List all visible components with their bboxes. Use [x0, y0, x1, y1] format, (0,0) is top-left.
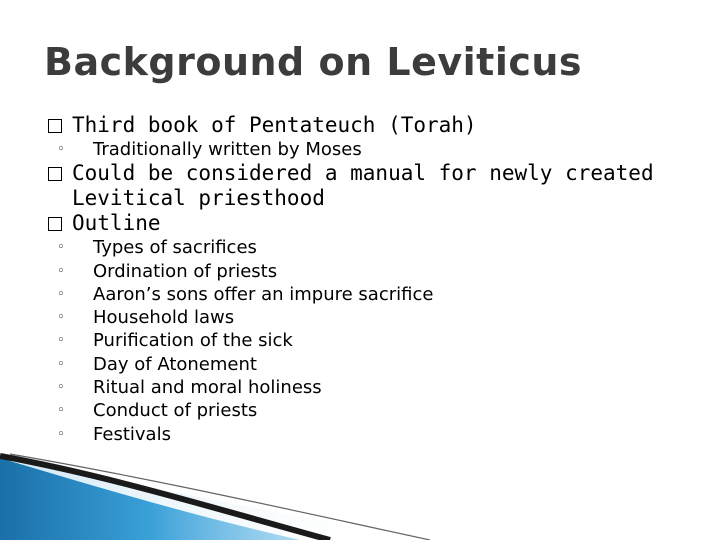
sub-bullet-text: Festivals: [93, 423, 171, 445]
sub-bullet-text: Purification of the sick: [93, 330, 293, 352]
sub-bullet-item: [48, 329, 708, 352]
circle-bullet-icon: ◦: [57, 310, 65, 326]
circle-bullet-icon: ◦: [57, 263, 65, 279]
circle-bullet-icon: ◦: [57, 403, 65, 419]
bullet-item: [48, 211, 708, 236]
sub-bullet-text: Types of sacrifices: [93, 237, 257, 259]
sub-bullet-item: [48, 376, 708, 399]
decorative-swoosh: [0, 440, 720, 540]
bullet-list: [48, 113, 708, 446]
sub-bullet-item: [48, 260, 708, 283]
sub-bullet-text: Traditionally written by Moses: [93, 139, 362, 160]
sub-bullet-text: Household laws: [93, 307, 235, 329]
circle-bullet-icon: ◦: [57, 356, 65, 372]
bullet-text: Third book of Pentateuch (Torah): [72, 113, 477, 137]
sub-bullet-item: [48, 138, 708, 161]
square-bullet-icon: [48, 217, 62, 231]
sub-bullet-text: Day of Atonement: [93, 353, 257, 375]
sub-bullet-text: Ritual and moral holiness: [93, 377, 322, 399]
bullet-text: Outline: [72, 211, 161, 236]
slide-title: Background on Leviticus: [44, 40, 583, 84]
circle-bullet-icon: ◦: [57, 142, 65, 157]
square-bullet-icon: [48, 119, 62, 133]
circle-bullet-icon: ◦: [57, 333, 65, 349]
sub-bullet-item: [48, 353, 708, 376]
sub-bullet-text: Conduct of priests: [93, 400, 258, 422]
circle-bullet-icon: ◦: [57, 286, 65, 302]
sub-bullet-text: Ordination of priests: [93, 260, 278, 282]
bullet-item: [48, 161, 708, 211]
bullet-item: [48, 113, 708, 138]
square-bullet-icon: [48, 167, 62, 181]
sub-bullet-item: [48, 399, 708, 422]
sub-bullet-item: [48, 306, 708, 329]
bullet-text: Could be considered a manual for newly created Levitical priesthood: [72, 161, 654, 211]
sub-bullet-text: Aaron’s sons offer an impure sacrifice: [93, 283, 434, 305]
circle-bullet-icon: ◦: [57, 380, 65, 396]
sub-bullet-item: [48, 236, 708, 259]
sub-bullet-item: [48, 283, 708, 306]
circle-bullet-icon: ◦: [57, 426, 65, 442]
circle-bullet-icon: ◦: [57, 240, 65, 256]
